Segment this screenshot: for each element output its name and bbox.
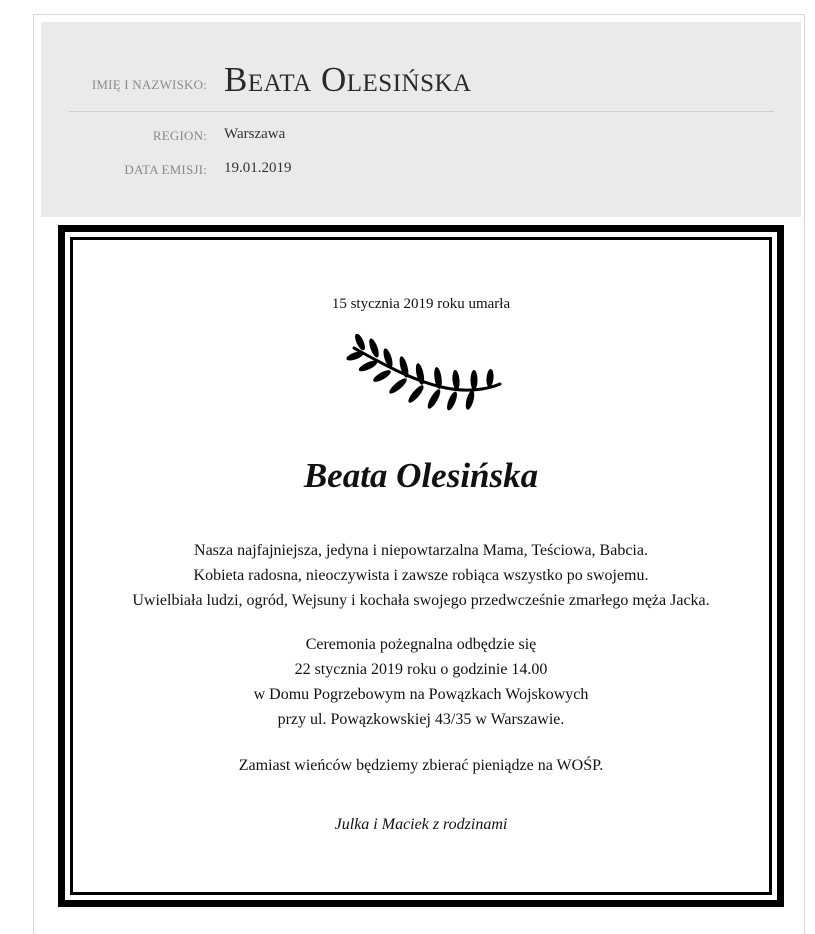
date-label: DATA EMISJI: xyxy=(124,162,207,177)
ceremony-line: 22 stycznia 2019 roku o godzinie 14.00 xyxy=(294,661,548,678)
name-label: IMIĘ I NAZWISKO: xyxy=(91,77,207,92)
olive-branch-icon xyxy=(346,334,506,414)
ceremony-paragraph xyxy=(73,632,769,732)
obituary-info-panel xyxy=(41,22,801,217)
date-value: 19.01.2019 xyxy=(224,160,292,176)
name-row xyxy=(41,60,801,100)
wosp-line: Zamiast wieńców będziemy zbierać pieniądze na WOŚP. xyxy=(238,757,604,774)
name-value: Beata Olesińska xyxy=(224,60,472,99)
ceremony-line: przy ul. Powązkowskiej 43/35 w Warszawie. xyxy=(277,711,565,728)
obituary-frame xyxy=(58,225,784,907)
description-line: Kobieta radosna, nieoczywista i zawsze robiąca wszystko po swojemu. xyxy=(193,567,649,584)
ceremony-line: Ceremonia pożegnalna odbędzie się xyxy=(305,636,537,653)
obituary-page xyxy=(33,14,805,934)
region-value: Warszawa xyxy=(224,126,286,142)
region-label: REGION: xyxy=(152,128,207,143)
description-line: Nasza najfajniejsza, jedyna i niepowtarzalna Mama, Teściowa, Babcia. xyxy=(194,542,648,559)
signature: Julka i Maciek z rodzinami xyxy=(334,816,508,833)
info-divider xyxy=(69,111,774,112)
death-date-line: 15 stycznia 2019 roku umarła xyxy=(331,296,511,312)
description-line: Uwielbiała ludzi, ogród, Wejsuny i kochała swojego przedwcześnie zmarłego męża Jacka. xyxy=(132,592,710,609)
description-paragraph xyxy=(73,538,769,613)
obituary-notice-box xyxy=(70,237,772,895)
frame-gap xyxy=(65,232,777,900)
ceremony-line: w Domu Pogrzebowym na Powązkach Wojskowych xyxy=(253,686,589,703)
deceased-name: Beata Olesińska xyxy=(303,456,539,495)
